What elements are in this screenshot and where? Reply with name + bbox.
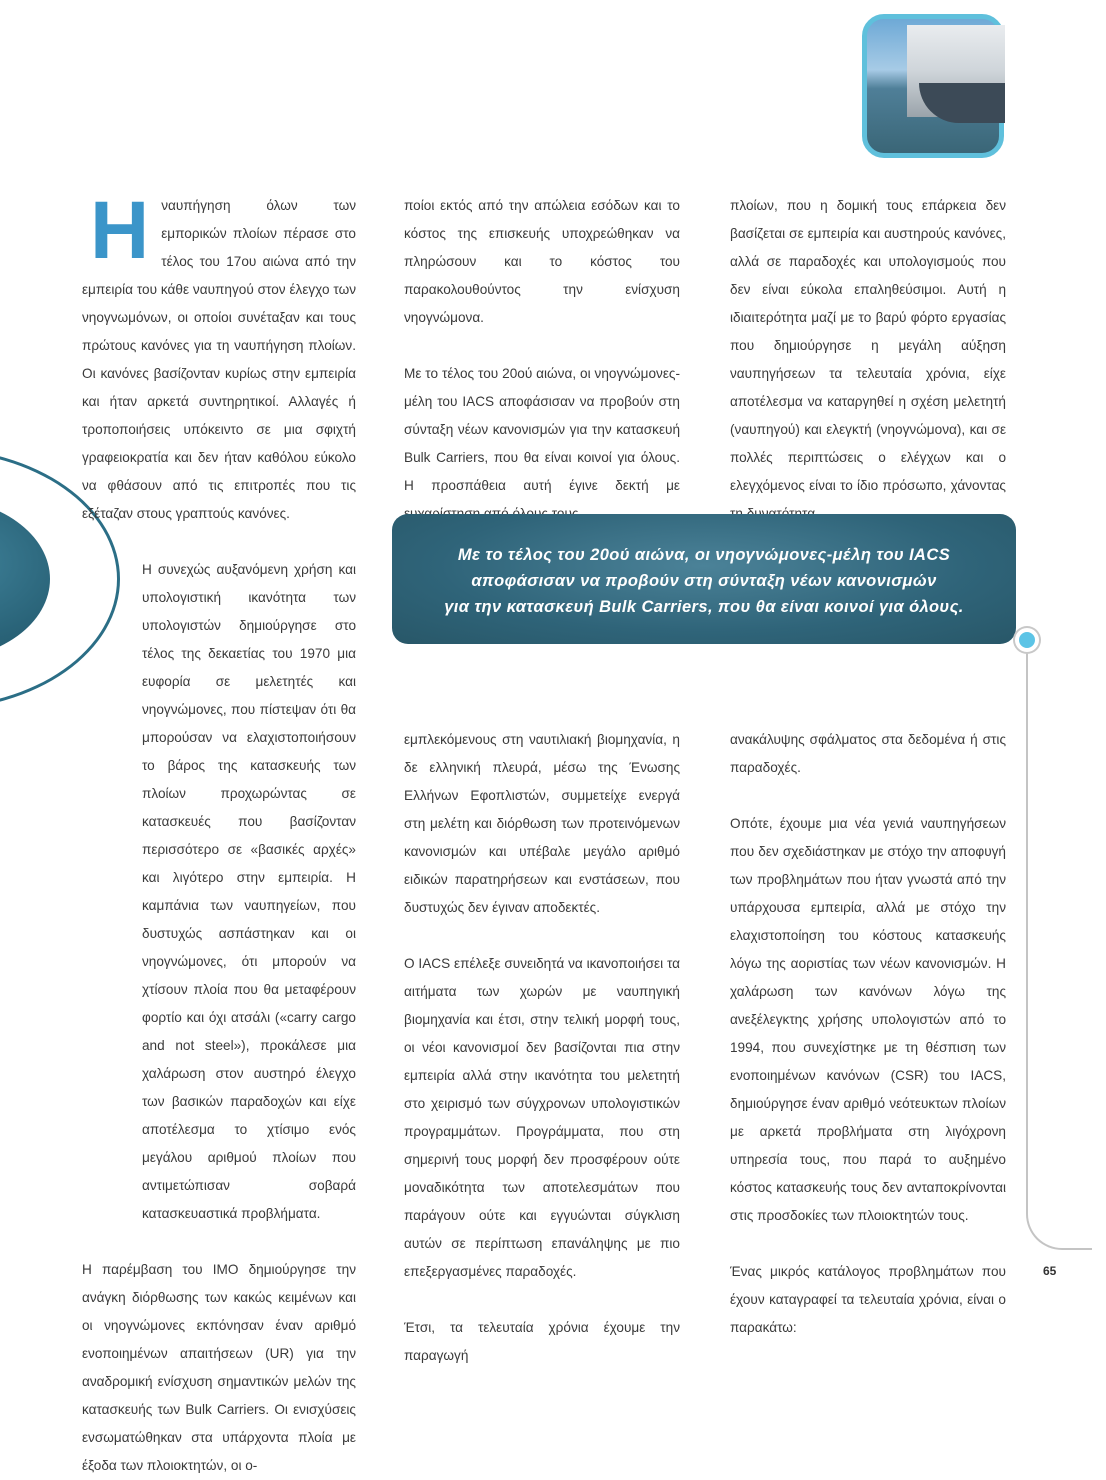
col3-bottom-paragraph-2: Οπότε, έχουμε μια νέα γενιά ναυπηγήσεων που δεν σχεδιάστηκαν με στόχο την αποφυγή των προβλημάτων που ήταν γνωστά από την υπάρχουσα εμπειρία, αλλά με στόχο την ελαχιστοποίηση του κόστους κατασκευής λόγω της αοριστίας των νέων κανονισμών. Η χαλάρωση των κανόνων λόγω της ανεξέλεγκτης χρήσης υπολογιστών από το 1994, που συνεχίστηκε με τη θέσπιση των ενοποιημένων κανόνων (CSR) του IACS, δημιούργησε έναν αριθμό νεότευκτων πλοίων με αρκετά προβλήματα στη λιγόχρονη υπηρεσία τους, που παρά το αυξημένο κόστος κατασκευής τους δεν ανταποκρίνονται στις προσδοκίες των πλοιοκτητών τους. [730, 816, 1006, 1223]
col2-bottom-paragraph-3: Έτσι, τα τελευταία χρόνια έχουμε την παραγωγή [404, 1320, 680, 1363]
col3-bottom-paragraph-3: Ένας μικρός κατάλογος προβλημάτων που έχουν καταγραφεί τα τελευταία χρόνια, είναι ο παρακάτω: [730, 1264, 1006, 1335]
ship-photo [862, 14, 1004, 158]
column-3-top [730, 192, 1006, 528]
drop-cap: Η [90, 185, 150, 276]
pull-quote-line-2: αποφάσισαν να προβούν στη σύνταξη νέων κανονισμών [471, 572, 937, 590]
col1-paragraph-3: Η παρέμβαση του IMO δημιούργησε την ανάγκη διόρθωσης των κακώς κειμένων και οι νηογνώμονες εκπόνησαν έναν αριθμό ενοποιημένων απαιτήσεων (UR) για την αναδρομική ενίσχυση σημαντικών μελών της κατασκευής των Bulk Carriers. Οι ενισχύσεις ενσωματώθηκαν στα υπάρχοντα πλοία με έξοδα των πλοιοκτητών, οι ο- [82, 1262, 356, 1473]
col2-paragraph-2: Με το τέλος του 20ού αιώνα, οι νηογνώμονες-μέλη του IACS αποφάσισαν να προβούν στη σύνταξη νέων κανονισμών για την κατασκευή Bulk Carriers, που θα είναι κοινοί για όλους. Η προσπάθεια αυτή έγινε δεκτή με [404, 366, 680, 493]
column-2-top [404, 192, 680, 528]
col3-bottom-paragraph-1: ανακάλυψης σφάλματος στα δεδομένα ή στις παραδοχές. [730, 732, 1006, 775]
ship-hull-shape [919, 83, 1005, 123]
column-2-bottom [404, 726, 680, 1370]
column-3-bottom [730, 726, 1006, 1342]
col1-paragraph-2: Η συνεχώς αυξανόμενη χρήση και υπολογιστική ικανότητα των υπολογιστών δημιούργησε στο τέλος της δεκαετίας του 1970 μια ευφορία σε μελετητές και νηογνώμονες, που πίστεψαν ότι θα μπορούσαν να ελαχιστοποιήσουν το βάρος της κατασκευής των πλοίων προχωρώντας σε κατασκευές που βασίζονταν περισσότερο σε «βασικές αρχές» και λιγότερο στην εμπειρία. Η καμπάνια των ναυπηγείων, που δυστυχώς ασπάστηκαν και οι νηογνώμονες, ότι μπορούν να χτίσουν πλοία που θα μεταφέρουν φορτίο και όχι ατσάλι («carry cargo and not steel»), προκάλεσε μια χαλάρωση στον αυστηρό έλεγχο των βασικών παραδοχών και είχε αποτέλεσμα το χτίσιμο ενός μεγάλου αριθμού πλοίων που αντιμετώπισαν σοβαρά κατασκευαστικά προβλήματα. [142, 562, 356, 1221]
col2-bottom-paragraph-2: Ο IACS επέλεξε συνειδητά να ικανοποιήσει τα αιτήματα των χωρών με ναυπηγική βιομηχανία και έτσι, στην τελική μορφή τους, οι νέοι κανονισμοί δεν βασίζονται πια στην εμπειρία αλλά στην ικανότητα του μελετητή στο χειρισμό των σύγχρονων υπολογιστικών προγραμμάτων. Προγράμματα, που στη σημερινή τους μορφή δεν προσφέρουν ούτε μοναδικότητα των αποτελεσμάτων που παράγουν ούτε και εγγυώνται σύγκλιση αυτών σε περίπτωση επανάληψης με πιο επεξεργασμένες παραδοχές. [404, 956, 680, 1279]
column-1 [82, 185, 356, 1480]
col3-paragraph-1: πλοίων, που η δομική τους επάρκεια δεν βασίζεται σε εμπειρία και αυστηρούς κανόνες, αλλά σε παραδοχές και υπολογισμούς που δεν είναι εύκολα επαληθεύσιμοι. Αυτή η ιδιαιτερότητα μαζί με το βαρύ φόρτο εργασίας που δημιούργησε η μεγάλη αύξηση ναυπηγήσεων τα τελευταία χρόνια, είχε αποτέλεσμα να καταργηθεί η σχέση μελετητή (ναυπηγού) και ελεγκτή (νηογνώμονα), και σε πολλές περιπτώσεις ο ελέγχων και ο ελεγχόμενος είναι το ίδιο πρόσωπο, χάνοντας [730, 198, 1006, 493]
page-number: 65 [1043, 1264, 1057, 1278]
pull-quote-line-1: Με το τέλος του 20ού αιώνα, οι νηογνώμονες-μέλη του IACS [457, 546, 951, 564]
col2-bottom-paragraph-1: εμπλεκόμενους στη ναυτιλιακή βιομηχανία, η δε ελληνική πλευρά, μέσω της Ένωσης Ελλήνων Εφοπλιστών, συμμετείχε ενεργά στη μελέτη και διόρθωση των προτεινόμενων κανονισμών και υπέβαλε μεγάλο αριθμό ειδικών παρατηρήσεων και ενστάσεων, που δυστυχώς δεν έγιναν αποδεκτές. [404, 732, 680, 915]
connector-line [1026, 640, 1092, 1250]
col1-paragraph-1: Η ναυπήγηση όλων των εμπορικών πλοίων πέρασε στο τέλος του 17ου αιώνα από την εμπειρία του κάθε ναυπηγού στον έλεγχο των νηογνωμόνων, οι οποίοι συνέταξαν και τους πρώτους κανόνες για τη ναυπήγηση πλοίων. Οι κανόνες βασίζονταν κυρίως στην εμπειρία και ήταν αρκετά συντηρητικοί. Αλλαγές ή τροποποιήσεις υπόκειντο σε μια σφιχτή γραφειοκρατία και δεν ήταν καθόλου εύκολο να φθάσουν από τις επιτροπές που τις εξέταζαν στους γραπτούς κανόνες. [82, 185, 356, 521]
pull-quote-line-3: για την κατασκευή Bulk Carriers, που θα είναι κοινοί για όλους. [444, 598, 964, 616]
pull-quote [392, 514, 1016, 644]
col2-paragraph-1: ποίοι εκτός από την απώλεια εσόδων και το κόστος της επισκευής υποχρεώθηκαν να πληρώσουν και το κόστος του παρακολουθούντος την ενίσχυση νηογνώμονα. [404, 198, 680, 325]
connector-dot [1015, 628, 1039, 652]
